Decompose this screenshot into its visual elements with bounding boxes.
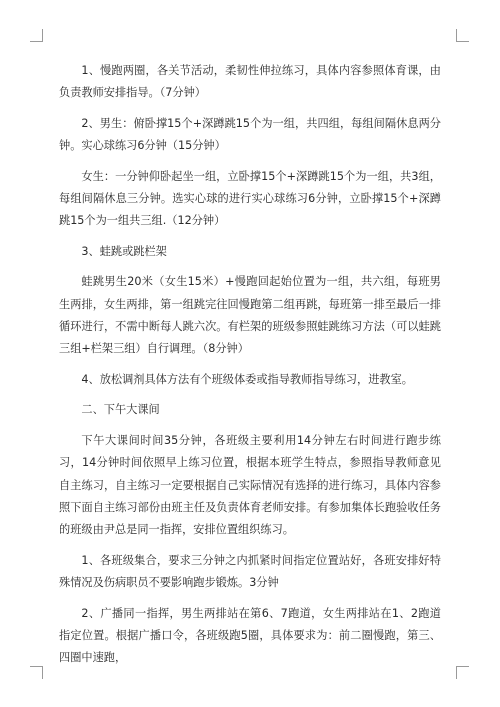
document-body bbox=[59, 60, 441, 678]
paragraph-frog-jump: 蛙跳男生20米（女生15米）+慢跑回起始位置为一组，共六组，每班男生两排，女生两排，第一组跳完往回慢跑第二组再跳，每班第一排至最后一排循环进行，不需中断每人跳六次。有栏架的班级参照蛙跳练习方法（可以蛙跳三组+栏架三组）自行调理。（8分钟） bbox=[59, 275, 441, 356]
paragraph-afternoon-break: 下午大课间时间35分钟，各班级主要利用14分钟左右时间进行跑步练习，14分钟时间依照早上练习位置，根据本班学生特点，参照指导教师意见自主练习，自主练习一定要根据自己实际情况有选择的进行练习，具体内容参照下面自主练习部份由班主任及负责体育老师安排。有参加集体长跑验收任务的班级由尹总是同一指挥，安排位置组织练习。 bbox=[59, 433, 441, 537]
section-heading-afternoon: 二、下午大课间 bbox=[81, 403, 160, 417]
paragraph-cooldown: 4、放松调剂具体方法有个班级体委或指导教师指导练习，进教室。 bbox=[81, 372, 413, 386]
crop-mark-bottom-right bbox=[456, 666, 469, 679]
crop-mark-top-right bbox=[456, 29, 469, 42]
paragraph-warmup: 1、慢跑两圈，各关节活动，柔韧性伸拉练习，具体内容参照体育课，由负责教师安排指导。（7分钟） bbox=[59, 64, 441, 100]
paragraph-girls-exercise: 女生：一分钟仰卧起坐一组，立卧撑15个+深蹲跳15个为一组，共3组，每组间隔休息三分钟。选实心球的进行实心球练习6分钟，立卧撑15个+深蹲跳15个为一组共三组.（12分钟） bbox=[59, 169, 441, 228]
crop-mark-bottom-left bbox=[30, 666, 43, 679]
paragraph-boys-exercise: 2、男生：俯卧撑15个+深蹲跳15个为一组，共四组，每组间隔休息两分钟。实心球练习6分钟（15分钟） bbox=[59, 116, 441, 153]
crop-mark-top-left bbox=[30, 29, 43, 42]
paragraph-broadcast: 2、广播同一指挥，男生两排站在第6、7跑道，女生两排站在1、2跑道指定位置。根据广播口令，各班级跑5圈，具体要求为：前二圈慢跑，第三、四圈中速跑， bbox=[59, 606, 441, 665]
heading-frog-jump: 3、蛙跳或跳栏架 bbox=[81, 244, 167, 258]
paragraph-assembly: 1、各班级集合，要求三分钟之内抓紧时间指定位置站好，各班安排好特殊情况及伤病职员不要影响跑步锻炼。3分钟 bbox=[59, 553, 441, 590]
